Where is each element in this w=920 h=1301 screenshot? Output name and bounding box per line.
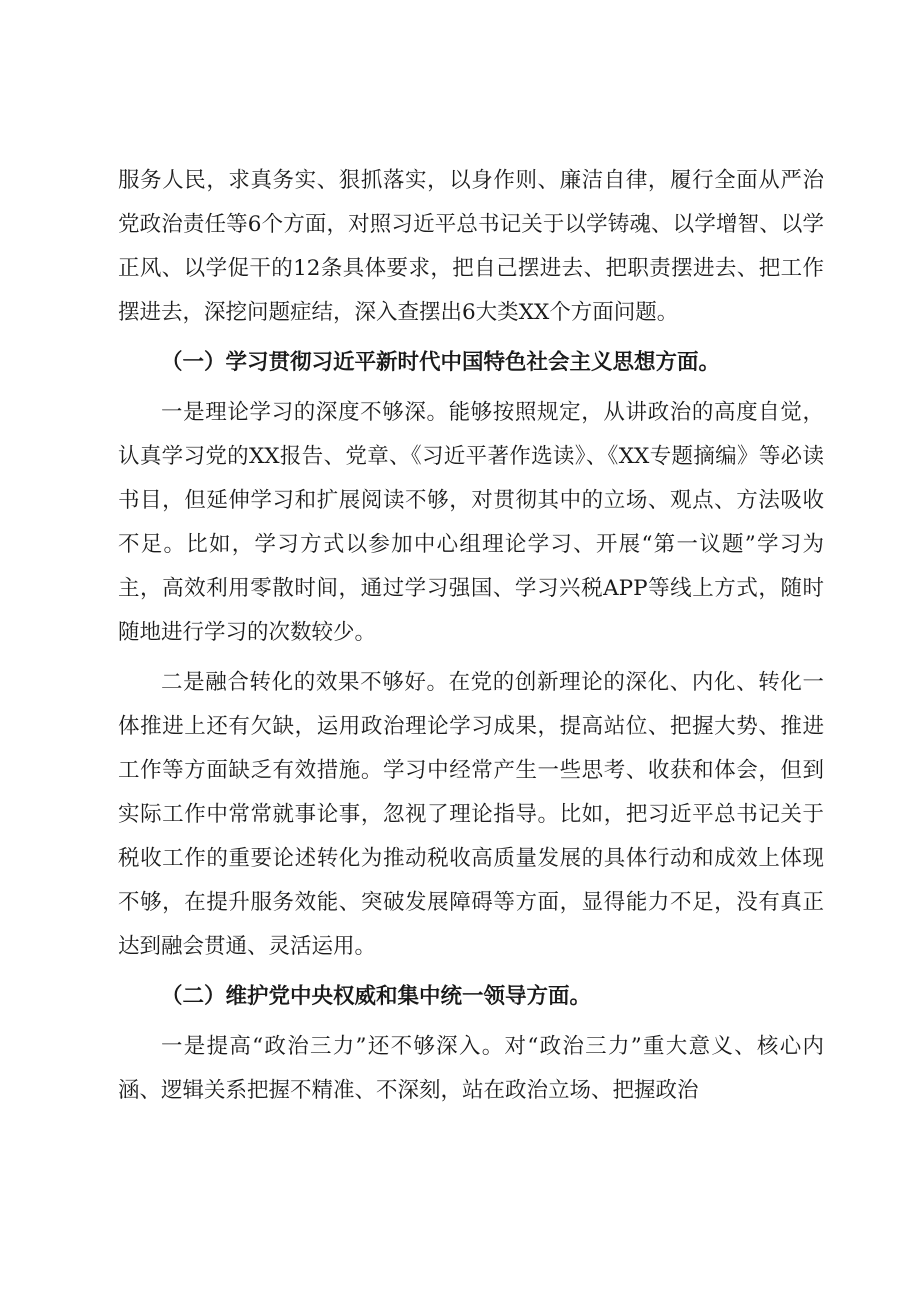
section-heading-1: （一）学习贯彻习近平新时代中国特色社会主义思想方面。 — [161, 350, 721, 375]
paragraph-intro: 服务人民，求真务实、狠抓落实，以身作则、廉洁自律，履行全面从严治党政治责任等6个方面，对照习近平总书记关于以学铸魂、以学增智、以学正风、以学促干的12条具体要求，把自己摆进去、把职责摆进去、把工作摆进去，深挖问题症结，深入查摆出6大类XX个方面问题。 — [118, 168, 824, 325]
paragraph-2a: 一是提高“政治三力”还不够深入。对“政治三力”重大意义、核心内涵、逻辑关系把握不精准、不深刻，站在政治立场、把握政治 — [118, 1034, 824, 1103]
document-body — [118, 159, 824, 1119]
paragraph-1b: 二是融合转化的效果不够好。在党的创新理论的深化、内化、转化一体推进上还有欠缺，运用政治理论学习成果，提高站位、把握大势、推进工作等方面缺乏有效措施。学习中经常产生一些思考、收获和体会，但到实际工作中常常就事论事，忽视了理论指导。比如，把习近平总书记关于税收工作的重要论述转化为推动税收高质量发展的具体行动和成效上体现不够，在提升服务效能、突破发展障碍等方面，显得能力不足，没有真正达到融会贯通、灵活运用。 — [118, 670, 824, 959]
section-heading-2: （二）维护党中央权威和集中统一领导方面。 — [161, 984, 592, 1009]
paragraph-1a: 一是理论学习的深度不够深。能够按照规定，从讲政治的高度自觉，认真学习党的XX报告、党章、《习近平著作选读》、《XX专题摘编》等必读书目，但延伸学习和扩展阅读不够，对贯彻其中的立场、观点、方法吸收不足。比如，学习方式以参加中心组理论学习、开展“第一议题”学习为主，高效利用零散时间，通过学习强国、学习兴税APP等线上方式，随时随地进行学习的次数较少。 — [118, 400, 824, 645]
